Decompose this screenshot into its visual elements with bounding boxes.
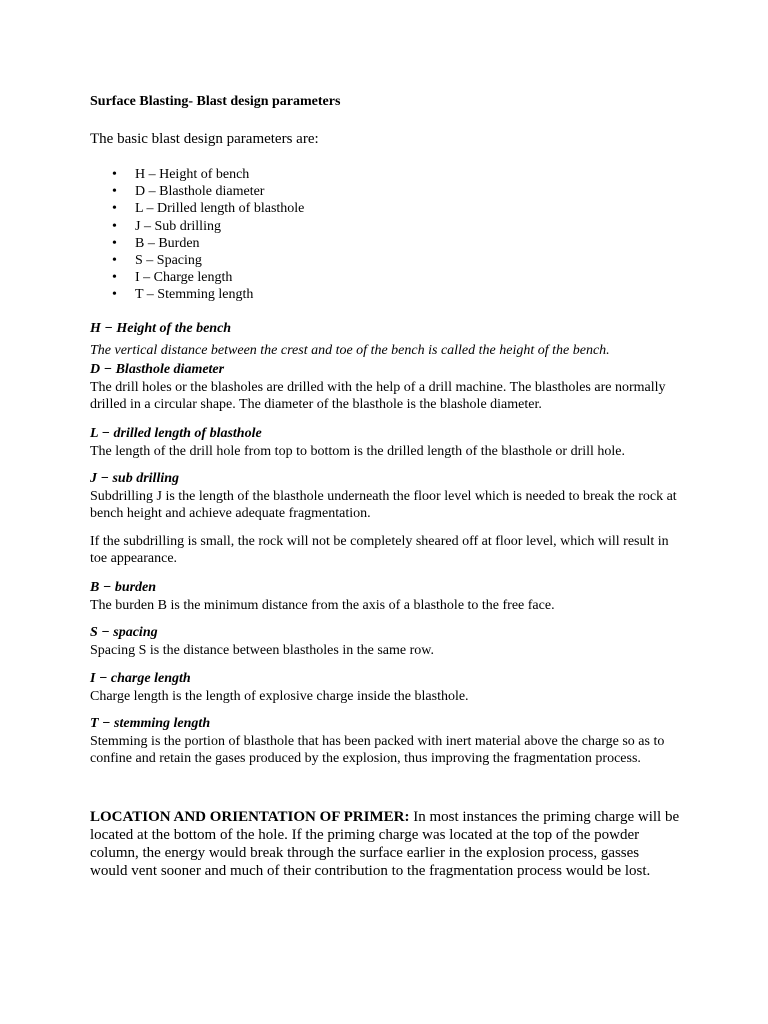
section-heading: B − burden bbox=[90, 580, 157, 595]
section-stemming-length bbox=[90, 715, 680, 768]
bullet-icon: • bbox=[112, 201, 117, 217]
section-height bbox=[90, 320, 680, 359]
intro-text: The basic blast design parameters are: bbox=[90, 131, 319, 147]
section-charge-length bbox=[90, 670, 680, 705]
bullet-icon: • bbox=[112, 167, 117, 182]
section-burden bbox=[90, 579, 680, 614]
section-drilled-length bbox=[90, 425, 680, 460]
section-text: Charge length is the length of explosive charge inside the blasthole. bbox=[90, 688, 469, 704]
section-text: The length of the drill hole from top to bottom is the drilled length of the blasthole or drill hole. bbox=[90, 443, 626, 459]
section-heading: J − sub drilling bbox=[90, 471, 180, 486]
primer-heading: LOCATION AND ORIENTATION OF PRIMER: bbox=[90, 809, 410, 825]
section-text: Spacing S is the distance between blastholes in the same row. bbox=[90, 642, 434, 658]
bullet-icon: • bbox=[112, 287, 117, 303]
bullet-icon: • bbox=[112, 252, 117, 268]
document-title: Surface Blasting- Blast design parameters bbox=[90, 94, 341, 109]
list-item: • L – Drilled length of blasthole bbox=[112, 201, 305, 217]
bullet-icon: • bbox=[112, 235, 117, 251]
section-text: The vertical distance between the crest and toe of the bench is called the height of the bench. bbox=[90, 342, 610, 358]
list-item: • B – Burden bbox=[112, 235, 200, 251]
section-heading: T − stemming length bbox=[90, 716, 211, 731]
section-diameter bbox=[90, 361, 680, 414]
section-heading: H − Height of the bench bbox=[90, 321, 232, 336]
section-text: Stemming is the portion of blasthole that has been packed with inert material above the charge so as to confine and retain the gases produced by the explosion, thus improving the fragmentation process. bbox=[90, 733, 665, 766]
list-item: • T – Stemming length bbox=[112, 287, 254, 303]
primer-paragraph bbox=[90, 808, 680, 880]
section-text: The drill holes or the blasholes are drilled with the help of a drill machine. The blastholes are normally drilled in a circular shape. The diameter of the blasthole is the blashole diameter. bbox=[90, 379, 666, 412]
section-heading: D − Blasthole diameter bbox=[90, 362, 225, 377]
list-item: • H – Height of bench bbox=[112, 167, 250, 182]
section-text: Subdrilling J is the length of the blasthole underneath the floor level which is needed to break the rock at bench height and achieve adequate fragmentation. bbox=[90, 488, 677, 521]
list-item: • J – Sub drilling bbox=[112, 218, 221, 234]
list-item: • D – Blasthole diameter bbox=[112, 184, 265, 200]
section-heading: S − spacing bbox=[90, 625, 158, 640]
section-text: The burden B is the minimum distance from the axis of a blasthole to the free face. bbox=[90, 597, 555, 613]
section-heading: I − charge length bbox=[90, 671, 191, 686]
bullet-icon: • bbox=[112, 270, 117, 286]
bullet-icon: • bbox=[112, 184, 117, 200]
section-spacing bbox=[90, 624, 680, 659]
bullet-icon: • bbox=[112, 218, 117, 234]
section-heading: L − drilled length of blasthole bbox=[90, 426, 262, 441]
primer-text: In most instances the priming charge will be located at the bottom of the hole. If the priming charge was located at the top of the powder column, the energy would break through the surface earlier in the explosion process, gasses would vent sooner and much of their contribution to the fragmentation process would be lost. bbox=[90, 809, 680, 879]
list-item: • I – Charge length bbox=[112, 270, 233, 286]
section-text-2: If the subdrilling is small, the rock will not be completely sheared off at floor level, which will result in toe appearance. bbox=[90, 533, 669, 566]
list-item: • S – Spacing bbox=[112, 252, 202, 268]
section-sub-drilling bbox=[90, 470, 680, 568]
parameter-list bbox=[90, 166, 304, 304]
